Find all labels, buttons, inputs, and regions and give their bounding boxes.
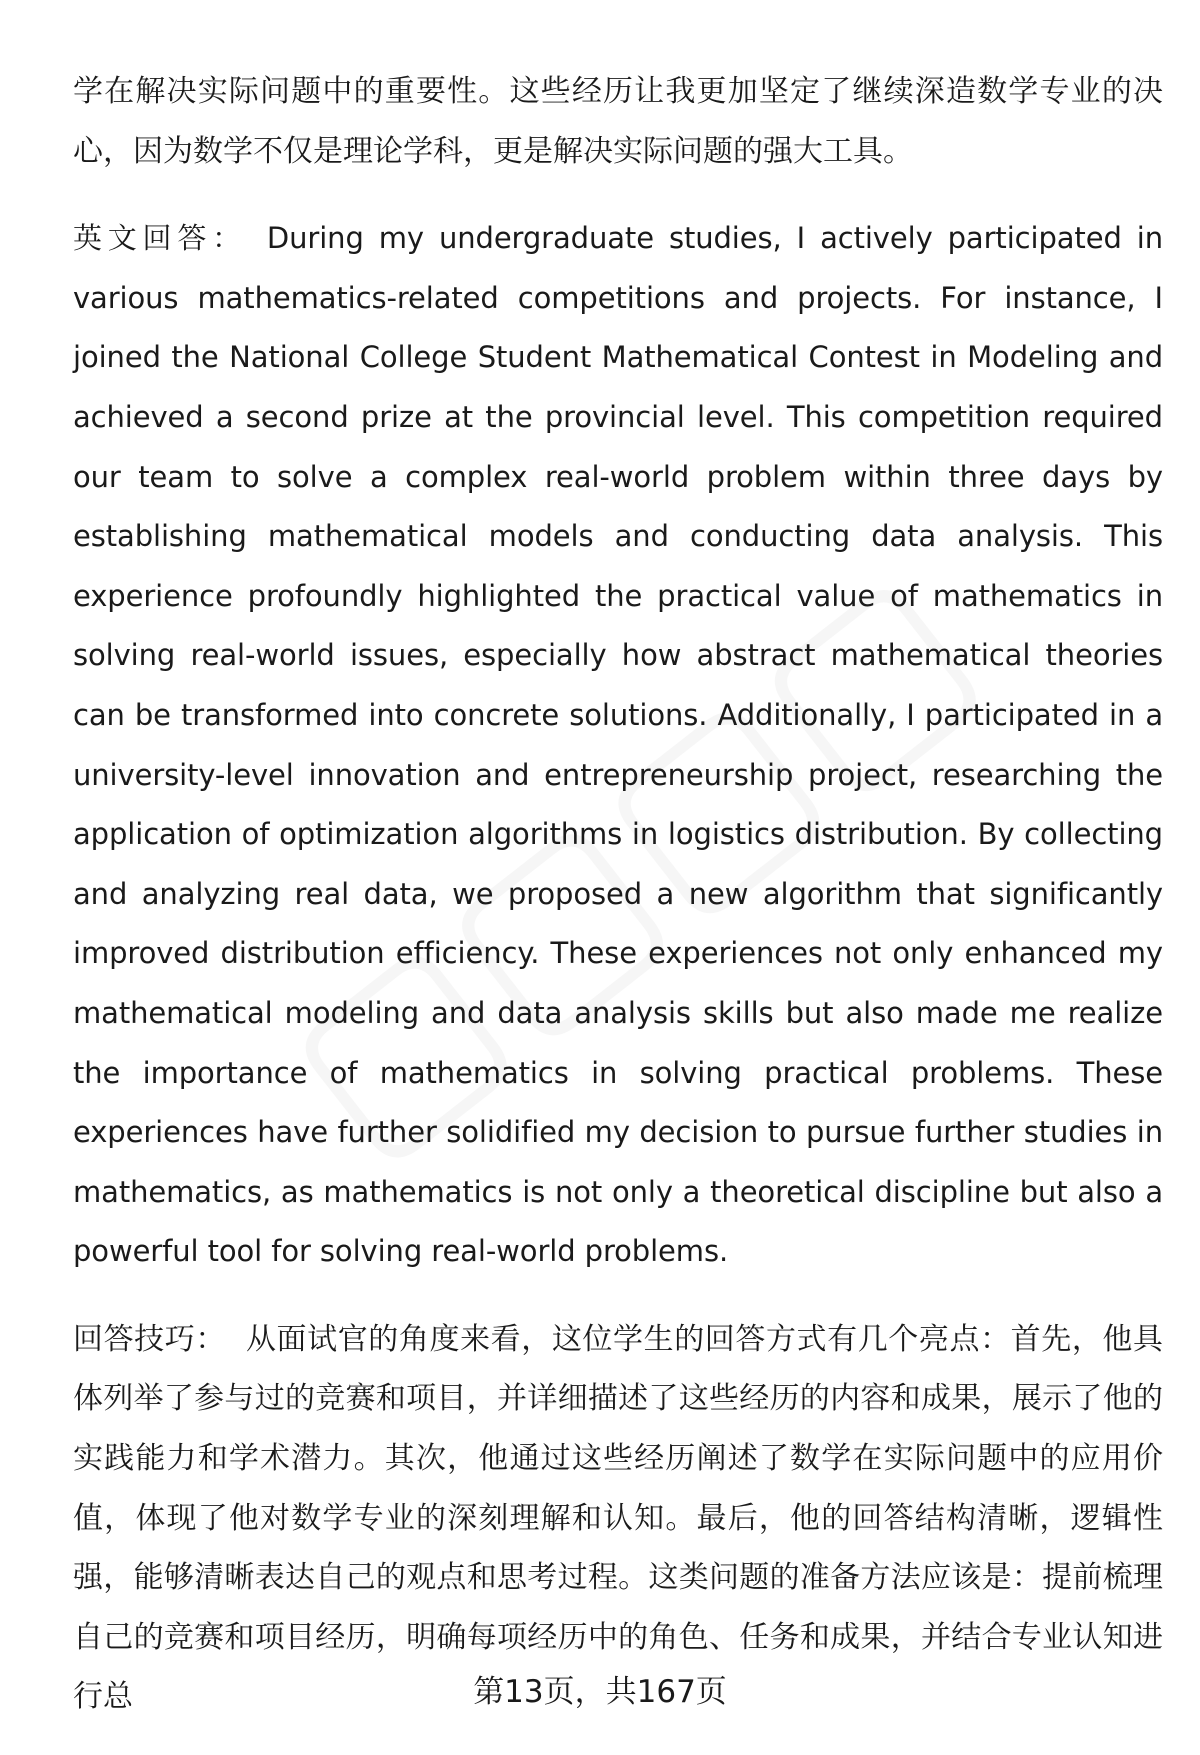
answer-tips-text: 从面试官的角度来看，这位学生的回答方式有几个亮点：首先，他具体列举了参与过的竞赛和项目，并详细描述了这些经历的内容和成果，展示了他的实践能力和学术潜力。其次，他通过这些经历阐述了数学在实际问题中的应用价值，体现了他对数学专业的深刻理解和认知。最后，他的回答结构清晰，逻辑性强，能够清晰表达自己的观点和思考过程。这类问题的准备方法应该是：提前梳理自己的竞赛和项目经历，明确每项经历中的角色、任务和成果，并结合专业认知进行总: [73, 1321, 1164, 1715]
paragraph-continuation: 学在解决实际问题中的重要性。这些经历让我更加坚定了继续深造数学专业的决心，因为数学不仅是理论学科，更是解决实际问题的强大工具。: [73, 74, 1163, 169]
page-content: [73, 62, 1163, 1727]
paragraph-answer-tips: [73, 1310, 1163, 1727]
answer-tips-label: 回答技巧：: [73, 1321, 226, 1357]
page-number: 第13页，共167页: [473, 1674, 727, 1710]
paragraph-english-answer: [73, 209, 1163, 1282]
english-answer-text: During my undergraduate studies, I actively participated in various mathematics-related competitions and projects. For instance, I joined the National College Student Mathematical Contest in Modeling and achieved a second prize at the provincial level. This competition required our team to solve a complex real-world problem within three days by establishing mathematical models and conducting data analysis. This experience profoundly highlighted the practical value of mathematics in solving real-world issues, especially how abstract mathematical theories can be transformed into concrete solutions. Additionally, I participated in a university-level innovation and entrepreneurship project, researching the application of optimization algorithms in logistics distribution. By collecting and analyzing real data, we proposed a new algorithm that significantly improved distribution efficiency. These experiences not only enhanced my mathematical modeling and data analysis skills but also made me realize the importance of mathematics in solving practical problems. These experiences have further solidified my decision to pursue further studies in mathematics, as mathematics is not only a theoretical discipline but also a powerful tool for solving real-world problems.: [73, 221, 1163, 1269]
english-answer-label: 英文回答：: [73, 221, 247, 256]
